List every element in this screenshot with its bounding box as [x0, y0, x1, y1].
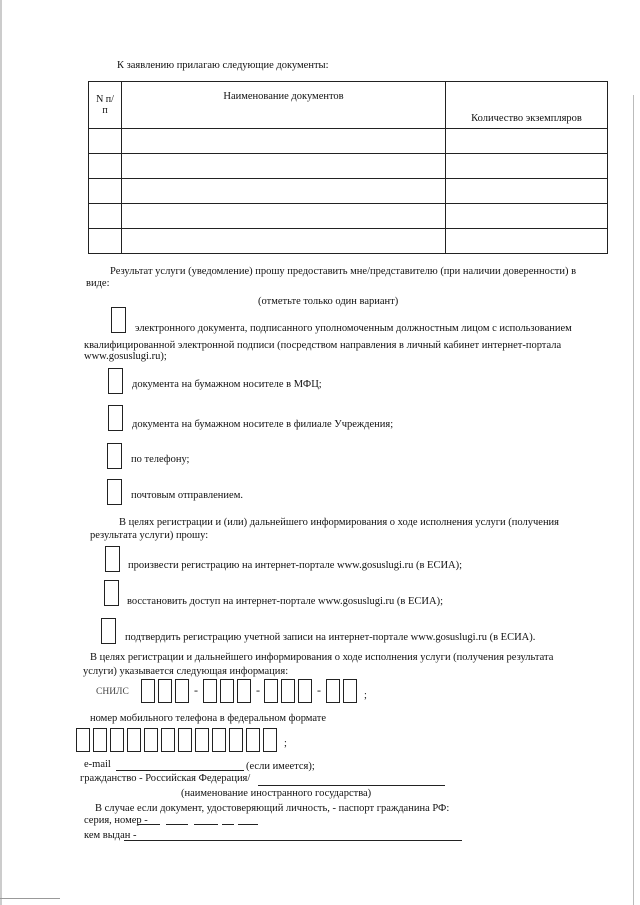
phone-digit-box[interactable] — [246, 728, 260, 752]
table-cell[interactable] — [89, 129, 122, 154]
option-paper-mfc: документа на бумажном носителе в МФЦ; — [132, 379, 322, 390]
snils-digit-box[interactable] — [158, 679, 172, 703]
table-cell[interactable] — [446, 229, 608, 254]
option-paper-branch: документа на бумажном носителе в филиале Учреждения; — [132, 419, 394, 430]
snils-end: ; — [364, 690, 367, 701]
citizenship-note: (наименование иностранного государства) — [181, 788, 372, 799]
checkbox-paper-mfc[interactable] — [108, 368, 123, 394]
scan-edge-left — [0, 0, 2, 905]
phone-digit-box[interactable] — [110, 728, 124, 752]
registration-line2: результата услуги) прошу: — [90, 530, 209, 541]
snils-digit-box[interactable] — [237, 679, 251, 703]
header-document-name — [122, 82, 446, 129]
phone-digit-box[interactable] — [144, 728, 158, 752]
result-hint: (отметьте только один вариант) — [258, 296, 399, 307]
checkbox-mail[interactable] — [107, 479, 122, 505]
email-field[interactable] — [116, 770, 244, 771]
info-line2: услуги) указывается следующая информация: — [83, 666, 289, 677]
table-cell[interactable] — [89, 229, 122, 254]
email-note: (если имеется); — [246, 761, 315, 772]
table-cell[interactable] — [122, 229, 446, 254]
checkbox-paper-branch[interactable] — [108, 405, 123, 431]
passport-text: В случае если документ, удостоверяющий личность, - паспорт гражданина РФ: — [95, 803, 450, 814]
series-field[interactable] — [138, 824, 160, 825]
table-header-row — [89, 82, 608, 129]
table-cell[interactable] — [89, 179, 122, 204]
checkbox-phone[interactable] — [107, 443, 122, 469]
snils-digit-box[interactable] — [281, 679, 295, 703]
number-field[interactable] — [222, 824, 234, 825]
snils-digit-box[interactable] — [203, 679, 217, 703]
registration-line1: В целях регистрации и (или) дальнейшего информирования о ходе исполнения услуги (получения — [119, 517, 560, 528]
table-cell[interactable] — [122, 129, 446, 154]
header-number — [89, 82, 122, 129]
email-label: e-mail — [84, 759, 111, 770]
phone-digit-box[interactable] — [178, 728, 192, 752]
number-field[interactable] — [238, 824, 258, 825]
phone-digit-box[interactable] — [263, 728, 277, 752]
snils-digit-box[interactable] — [141, 679, 155, 703]
table-cell[interactable] — [446, 129, 608, 154]
phone-label: номер мобильного телефона в федеральном формате — [90, 713, 326, 724]
option-restore-access: восстановить доступ на интернет-портале www.gosuslugi.ru (в ЕСИА); — [127, 596, 444, 607]
table-row — [89, 229, 608, 254]
table-cell[interactable] — [122, 204, 446, 229]
snils-dash: - — [256, 683, 260, 697]
result-line2: виде: — [86, 278, 110, 289]
phone-digit-box[interactable] — [93, 728, 107, 752]
table-row — [89, 179, 608, 204]
phone-digit-box[interactable] — [229, 728, 243, 752]
table-cell[interactable] — [446, 204, 608, 229]
number-field[interactable] — [194, 824, 218, 825]
snils-dash: - — [317, 683, 321, 697]
snils-digit-box[interactable] — [175, 679, 189, 703]
table-cell[interactable] — [122, 179, 446, 204]
option-mail: почтовым отправлением. — [131, 490, 243, 501]
issued-field[interactable] — [124, 840, 462, 841]
phone-digit-box[interactable] — [127, 728, 141, 752]
issued-label: кем выдан - — [84, 830, 137, 841]
snils-digit-box[interactable] — [298, 679, 312, 703]
header-copies — [446, 82, 608, 129]
header-number-label: N п/п — [96, 94, 114, 116]
checkbox-register[interactable] — [105, 546, 120, 572]
table-cell[interactable] — [122, 154, 446, 179]
snils-digit-box[interactable] — [264, 679, 278, 703]
option-register: произвести регистрацию на интернет-портале www.gosuslugi.ru (в ЕСИА); — [128, 560, 463, 571]
option-electronic-line3: www.gosuslugi.ru); — [84, 351, 167, 362]
snils-dash: - — [194, 683, 198, 697]
phone-digit-box[interactable] — [161, 728, 175, 752]
snils-label: СНИЛС — [96, 687, 129, 697]
header-copies-label: Количество экземпляров — [471, 113, 582, 124]
phone-digit-box[interactable] — [76, 728, 90, 752]
phone-end: ; — [284, 738, 287, 749]
option-electronic-line1: электронного документа, подписанного уполномоченным должностным лицом с использованием — [135, 323, 572, 334]
option-phone: по телефону; — [131, 454, 190, 465]
phone-digit-box[interactable] — [212, 728, 226, 752]
checkbox-confirm-registration[interactable] — [101, 618, 116, 644]
option-confirm-registration: подтвердить регистрацию учетной записи на интернет-портале www.gosuslugi.ru (в ЕСИА). — [125, 632, 536, 643]
table-cell[interactable] — [89, 204, 122, 229]
series-label: серия, номер - — [84, 815, 148, 826]
phone-digit-box[interactable] — [195, 728, 209, 752]
info-line1: В целях регистрации и дальнейшего информирования о ходе исполнения услуги (получения результата — [90, 652, 554, 663]
scan-edge-right — [633, 95, 634, 905]
checkbox-restore-access[interactable] — [104, 580, 119, 606]
table-row — [89, 129, 608, 154]
header-document-name-label: Наименование документов — [223, 91, 344, 102]
intro-text: К заявлению прилагаю следующие документы: — [117, 60, 329, 71]
table-row — [89, 154, 608, 179]
scan-edge-bottom — [0, 898, 60, 899]
citizenship-label: гражданство - Российская Федерация/ — [80, 773, 251, 784]
result-line1: Результат услуги (уведомление) прошу предоставить мне/представителю (при наличии доверенности) в — [110, 266, 577, 277]
table-cell[interactable] — [446, 179, 608, 204]
table-row — [89, 204, 608, 229]
option-electronic-line2: квалифицированной электронной подписи (посредством направления в личный кабинет интернет-портала — [84, 340, 562, 351]
snils-digit-box[interactable] — [220, 679, 234, 703]
series-field[interactable] — [166, 824, 188, 825]
table-cell[interactable] — [446, 154, 608, 179]
snils-digit-box[interactable] — [343, 679, 357, 703]
snils-digit-box[interactable] — [326, 679, 340, 703]
documents-table — [88, 81, 608, 254]
table-cell[interactable] — [89, 154, 122, 179]
citizenship-field[interactable] — [258, 785, 445, 786]
checkbox-electronic[interactable] — [111, 307, 126, 333]
